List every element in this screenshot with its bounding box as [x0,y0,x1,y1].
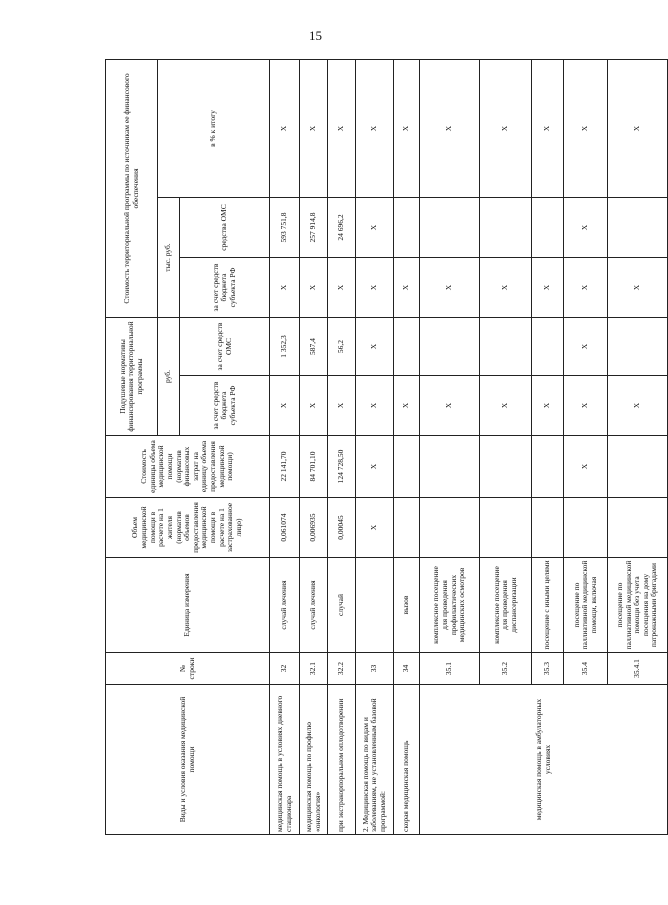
header-per-capita: Подушевые нормативы финансирования территориальной программы [106,318,158,436]
cell-unit: посещение с иными целями [532,558,564,653]
header-oms: за счет средств ОМС [180,318,270,376]
cell-unit: случай лечения [300,558,328,653]
cell-n2: X [356,318,394,376]
cell-unit: комплексное посещение для проведения диспансеризации [480,558,532,653]
cell-s1: X [564,258,608,318]
cell-name: 2. Медицинская помощь по видам и заболеваниям, не установленным базовой программой: [356,685,394,835]
cell-vol: 0,061074 [270,498,300,558]
cell-pct: X [394,60,420,198]
cell-s1: X [532,258,564,318]
cell-pct: X [356,60,394,198]
cell-n1: X [420,376,480,436]
cell-n1: X [356,376,394,436]
cell-n1: X [270,376,300,436]
cell-vol [480,498,532,558]
cell-s2 [394,198,420,258]
cell-pct: X [328,60,356,198]
cell-n2 [532,318,564,376]
cell-s2: 24 696,2 [328,198,356,258]
cell-cost [480,436,532,498]
cell-pct: X [480,60,532,198]
cell-n1: X [300,376,328,436]
header-budget-2: за счет средств бюджета субъекта РФ [180,258,270,318]
cell-s1: X [270,258,300,318]
cell-unit: вызов [394,558,420,653]
header-unit-cost: Стоимость единицы объема медицинской помощи (норматив финансовых затрат на единицу объема предоставления медицинской помощи) [106,436,270,498]
cell-unit: посещение по паллиативной медицинской помощи без учета посещения на дому патронажными бригадами [608,558,668,653]
cell-vol [564,498,608,558]
cell-s1: X [608,258,668,318]
cell-num: 35.1 [420,653,480,685]
cell-cost [394,436,420,498]
cell-merged-label: медицинская помощь в амбулаторных условиях [420,685,668,835]
cell-s2: X [356,198,394,258]
cell-n1: X [564,376,608,436]
cell-s2 [532,198,564,258]
table-row [420,60,480,835]
cell-name: при экстракорпоральном оплодотворении [328,685,356,835]
financing-table [105,59,668,835]
cell-unit: случай лечения [270,558,300,653]
cell-s2: X [564,198,608,258]
cell-vol [608,498,668,558]
cell-num: 32.2 [328,653,356,685]
cell-n2 [420,318,480,376]
header-type: Виды и условия оказания медицинской помощи [106,685,270,835]
cell-s2: 593 751,8 [270,198,300,258]
header-row-number: № строки [106,653,270,685]
header-rub: руб. [158,318,180,436]
cell-n2 [480,318,532,376]
cell-s1: X [356,258,394,318]
cell-pct: X [564,60,608,198]
cell-name: скорая медицинская помощь [394,685,420,835]
cell-num: 35.4 [564,653,608,685]
cell-s2: 257 914,8 [300,198,328,258]
cell-n2 [394,318,420,376]
cell-s1: X [328,258,356,318]
cell-cost: X [564,436,608,498]
cell-vol [394,498,420,558]
cell-vol [420,498,480,558]
table-row [328,60,356,835]
cell-vol: 0,00045 [328,498,356,558]
table-row [270,60,300,835]
cell-n1: X [328,376,356,436]
cell-cost: X [356,436,394,498]
page-number: 15 [309,28,322,43]
cell-s1: X [480,258,532,318]
header-program-cost: Стоимость территориальной программы по источникам ее финансового обеспечения [106,60,158,318]
cell-num: 33 [356,653,394,685]
header-percent: в % к итогу [158,60,270,198]
cell-pct: X [270,60,300,198]
cell-cost [532,436,564,498]
cell-s1: X [420,258,480,318]
cell-n2: 1 352,3 [270,318,300,376]
table-row [356,60,394,835]
cell-unit [356,558,394,653]
cell-unit: случай [328,558,356,653]
cell-s2 [480,198,532,258]
cell-s1: X [394,258,420,318]
cell-n1: X [532,376,564,436]
header-volume: Объем медицинской помощи в расчете на 1 жителя (норматив объемов предоставления медицинской помощи в расчете на 1 застрахованное лицо) [106,498,270,558]
cell-unit: комплексное посещение для проведения профилактических медицинских осмотров [420,558,480,653]
cell-num: 32.1 [300,653,328,685]
cell-cost: 84 701,10 [300,436,328,498]
cell-cost: 22 141,70 [270,436,300,498]
cell-num: 35.4.1 [608,653,668,685]
cell-n2: 587,4 [300,318,328,376]
cell-num: 32 [270,653,300,685]
cell-vol: X [356,498,394,558]
cell-cost [608,436,668,498]
cell-unit: посещение по паллиативной медицинской помощи, включая [564,558,608,653]
rotated-table-container [105,60,659,835]
cell-num: 35.2 [480,653,532,685]
cell-n2 [608,318,668,376]
cell-num: 35.3 [532,653,564,685]
cell-s2 [608,198,668,258]
cell-s2 [420,198,480,258]
table-row [394,60,420,835]
cell-pct: X [532,60,564,198]
cell-vol [532,498,564,558]
header-thousand-rub: тыс. руб. [158,198,180,318]
cell-cost [420,436,480,498]
cell-num: 34 [394,653,420,685]
cell-pct: X [420,60,480,198]
cell-vol: 0,006935 [300,498,328,558]
header-unit: Единица измерения [106,558,270,653]
table-row [300,60,328,835]
cell-n1: X [608,376,668,436]
cell-pct: X [608,60,668,198]
cell-name: медицинская помощь в условиях дневного стационара [270,685,300,835]
cell-n1: X [480,376,532,436]
cell-n1: X [394,376,420,436]
cell-cost: 124 728,50 [328,436,356,498]
cell-n2: 56,2 [328,318,356,376]
cell-pct: X [300,60,328,198]
cell-s1: X [300,258,328,318]
cell-name: медицинская помощь по профилю «онкология» [300,685,328,835]
header-budget: за счет средств бюджета субъекта РФ [180,376,270,436]
cell-n2: X [564,318,608,376]
header-oms-2: средства ОМС [180,198,270,258]
